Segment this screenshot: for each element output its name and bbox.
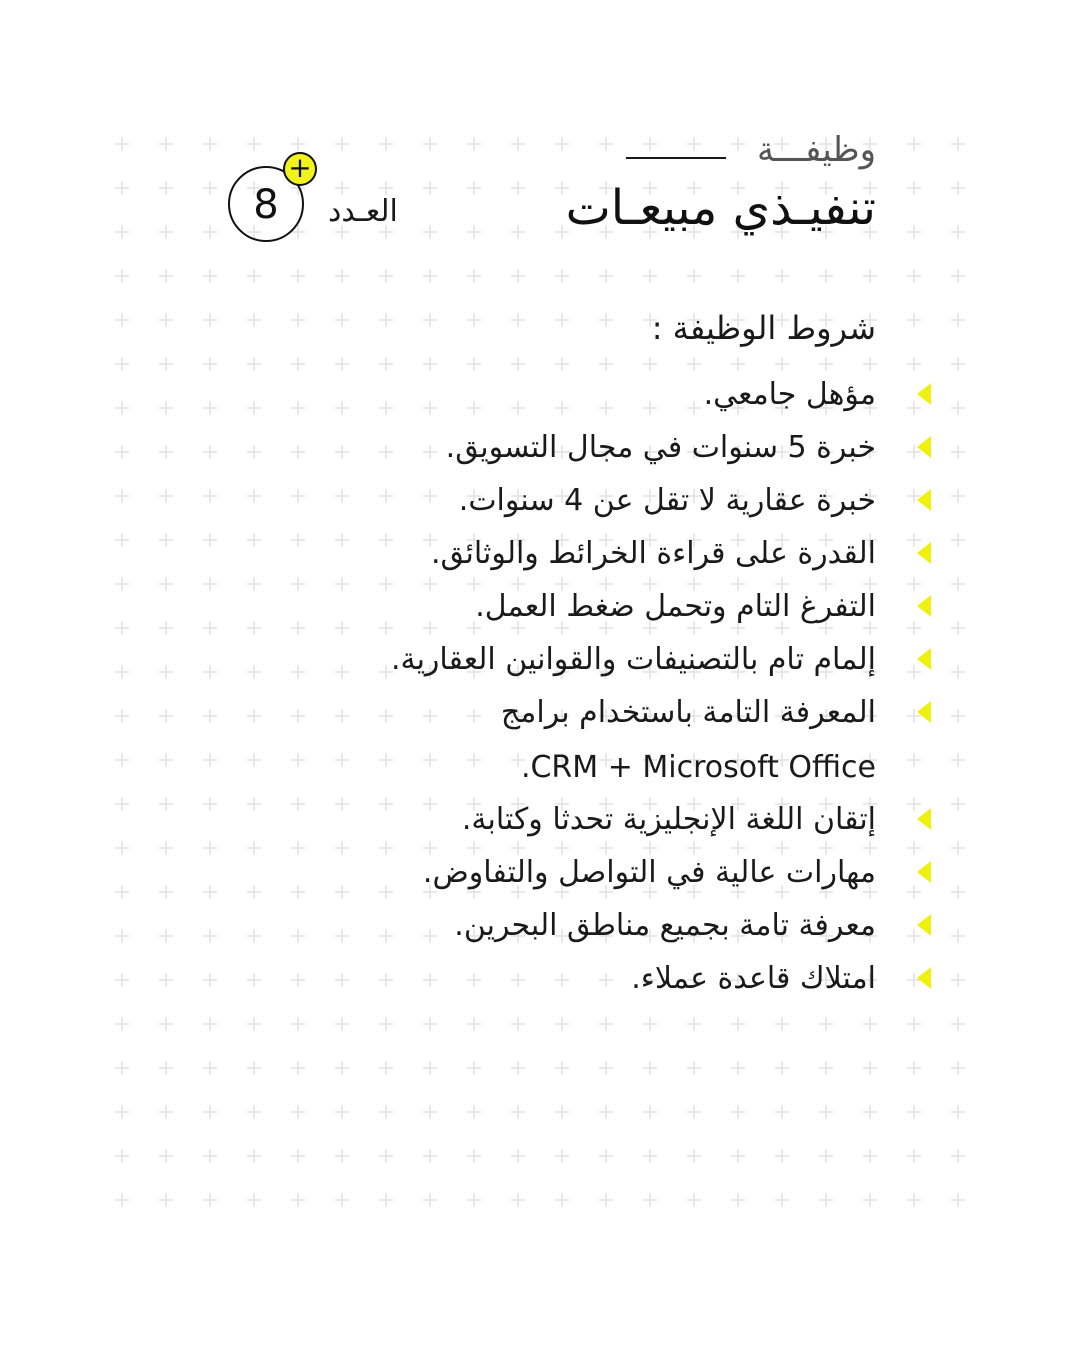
count-value: 8 (253, 182, 279, 228)
bullet-icon (917, 648, 931, 670)
list-item: امتلاك قاعدة عملاء. (631, 961, 876, 996)
job-kicker: وظيفـــة (756, 130, 876, 170)
job-title: تنفيـذي مبيعـات (565, 180, 876, 236)
list-item: إلمام تام بالتصنيفات والقوانين العقارية. (390, 642, 876, 677)
bullet-icon (917, 701, 931, 723)
bullet-icon (917, 542, 931, 564)
bullet-icon (917, 383, 931, 405)
bullet-icon (917, 967, 931, 989)
bullet-icon (917, 861, 931, 883)
plus-icon: + (283, 152, 317, 186)
requirements-title: شروط الوظيفة : (651, 309, 876, 347)
list-item: القدرة على قراءة الخرائط والوثائق. (430, 536, 876, 571)
list-item: مهارات عالية في التواصل والتفاوض. (422, 855, 876, 890)
bullet-icon (917, 808, 931, 830)
count-label: العـدد (328, 194, 398, 229)
list-item-continuation: CRM + Microsoft Office. (520, 750, 876, 785)
bullet-icon (917, 489, 931, 511)
list-item: معرفة تامة بجميع مناطق البحرين. (454, 908, 876, 943)
list-item: خبرة عقارية لا تقل عن 4 سنوات. (458, 483, 876, 518)
list-item: المعرفة التامة باستخدام برامج (500, 695, 876, 730)
bullet-icon (917, 914, 931, 936)
list-item: إتقان اللغة الإنجليزية تحدثا وكتابة. (461, 802, 876, 837)
bullet-icon (917, 436, 931, 458)
list-item: خبرة 5 سنوات في مجال التسويق. (445, 430, 876, 465)
list-item: التفرغ التام وتحمل ضغط العمل. (475, 589, 876, 624)
bullet-icon (917, 595, 931, 617)
list-item: مؤهل جامعي. (703, 377, 876, 412)
